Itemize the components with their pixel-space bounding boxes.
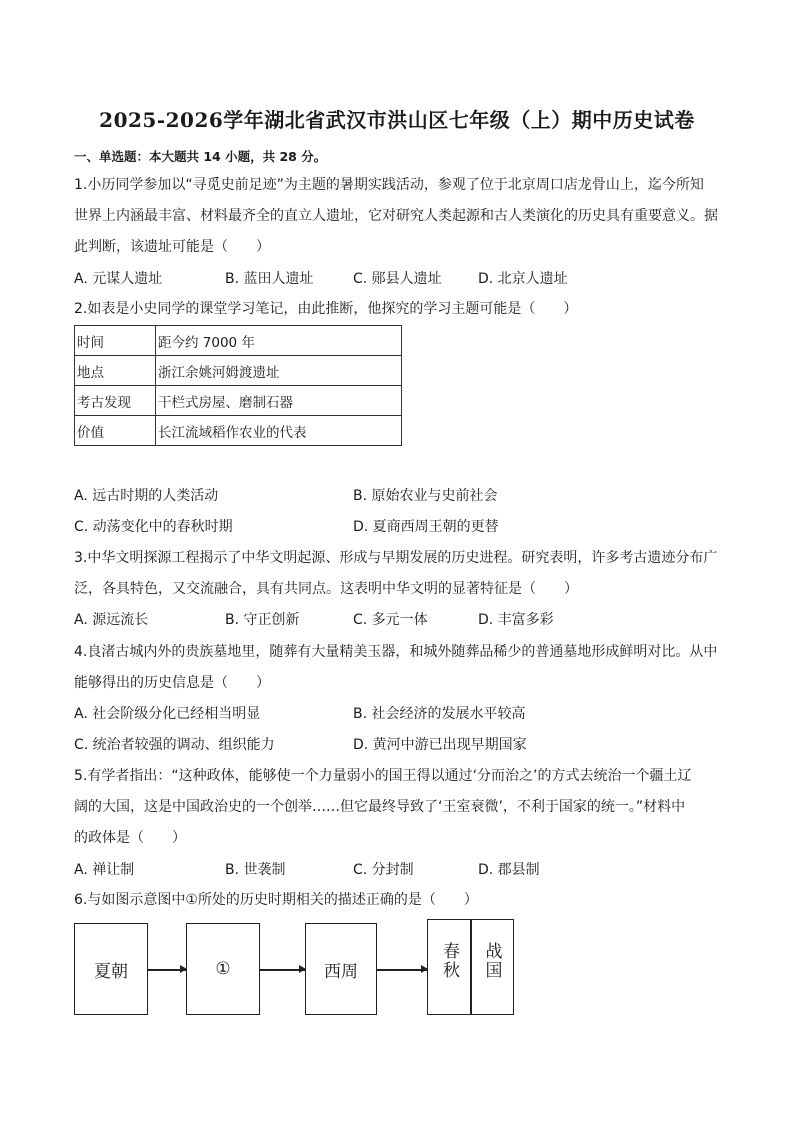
q2-option-a: A. 远古时期的人类活动 <box>74 488 219 504</box>
q2-option-d: D. 夏商西周王朝的更替 <box>353 519 499 535</box>
box-unknown-period: ① <box>186 923 260 1015</box>
q3-line-1: 3.中华文明探源工程揭示了中华文明起源、形成与早期发展的历史进程。研究表明，许多考古遗迹分布广 <box>74 550 718 566</box>
q5-option-b: B. 世袭制 <box>225 862 286 878</box>
table-key: 时间 <box>75 326 156 356</box>
arrow-icon <box>260 969 305 971</box>
q2-line-1: 2.如表是小史同学的课堂学习笔记，由此推断，他探究的学习主题可能是（ ） <box>74 301 578 317</box>
q1-line-3: 此判断，该遗址可能是（ ） <box>74 239 270 255</box>
spring-autumn-label: 春秋 <box>439 942 459 980</box>
box-western-zhou: 西周 <box>305 923 377 1015</box>
q5-line-2: 阔的大国，这是中国政治史的一个创举……但它最终导致了‘王室衰微’，不利于国家的统一。”材料中 <box>74 799 686 815</box>
arrow-icon <box>148 969 186 971</box>
q1-option-c: C. 郧县人遗址 <box>353 271 442 287</box>
q1-option-d: D. 北京人遗址 <box>478 271 568 287</box>
q3-option-b: B. 守正创新 <box>225 612 300 628</box>
box-xia-dynasty: 夏朝 <box>74 923 148 1015</box>
q3-option-a: A. 源远流长 <box>74 612 149 628</box>
table-value: 长江流域稻作农业的代表 <box>156 416 402 446</box>
table-value: 距今约 7000 年 <box>156 326 402 356</box>
table-row <box>75 326 402 356</box>
box-warring-states <box>470 919 514 1015</box>
q1-line-2: 世界上内涵最丰富、材料最齐全的直立人遗址，它对研究人类起源和古人类演化的历史具有重要意义。据 <box>74 208 718 224</box>
q5-option-c: C. 分封制 <box>353 862 414 878</box>
q1-line-1: 1.小历同学参加以“寻觅史前足迹”为主题的暑期实践活动，参观了位于北京周口店龙骨山上，迄今所知 <box>74 177 704 193</box>
table-key: 考古发现 <box>75 386 156 416</box>
q2-option-c: C. 动荡变化中的春秋时期 <box>74 519 233 535</box>
q5-line-1: 5.有学者指出：“这种政体，能够使一个力量弱小的国王得以通过‘分而治之’的方式去统治一个疆土辽 <box>74 768 692 784</box>
table-value: 浙江余姚河姆渡遗址 <box>156 356 402 386</box>
q4-option-a: A. 社会阶级分化已经相当明显 <box>74 706 261 722</box>
table-key: 地点 <box>75 356 156 386</box>
q1-option-a: A. 元谋人遗址 <box>74 271 163 287</box>
table-value: 干栏式房屋、磨制石器 <box>156 386 402 416</box>
q5-option-d: D. 郡县制 <box>478 862 540 878</box>
q4-option-d: D. 黄河中游已出现早期国家 <box>353 737 527 753</box>
q4-line-2: 能够得出的历史信息是（ ） <box>74 675 270 691</box>
q1-option-b: B. 蓝田人遗址 <box>225 271 314 287</box>
q3-option-d: D. 丰富多彩 <box>478 612 554 628</box>
q2-option-b: B. 原始农业与史前社会 <box>353 488 498 504</box>
exam-title: 2025-2026学年湖北省武汉市洪山区七年级（上）期中历史试卷 <box>99 108 695 132</box>
q4-option-c: C. 统治者较强的调动、组织能力 <box>74 737 275 753</box>
q5-line-3: 的政体是（ ） <box>74 830 186 846</box>
table-key: 价值 <box>75 416 156 446</box>
warring-states-label: 战国 <box>481 942 502 980</box>
q3-line-2: 泛，各具特色，又交流融合，具有共同点。这表明中华文明的显著特征是（ ） <box>74 581 578 597</box>
q4-option-b: B. 社会经济的发展水平较高 <box>353 706 526 722</box>
q6-line-1: 6.与如图示意图中①所处的历史时期相关的描述正确的是（ ） <box>74 892 478 908</box>
box-spring-autumn <box>427 919 472 1015</box>
q4-line-1: 4.良渚古城内外的贵族墓地里，随葬有大量精美玉器，和城外随葬品稀少的普通墓地形成鲜明对比。从中 <box>74 644 718 660</box>
table-row <box>75 416 402 446</box>
table-row <box>75 356 402 386</box>
q3-option-c: C. 多元一体 <box>353 612 428 628</box>
section-heading: 一、单选题：本大题共 14 小题，共 28 分。 <box>74 149 327 164</box>
table-row <box>75 386 402 416</box>
arrow-icon <box>377 969 427 971</box>
q5-option-a: A. 禅让制 <box>74 862 135 878</box>
study-notes-table <box>74 325 402 446</box>
